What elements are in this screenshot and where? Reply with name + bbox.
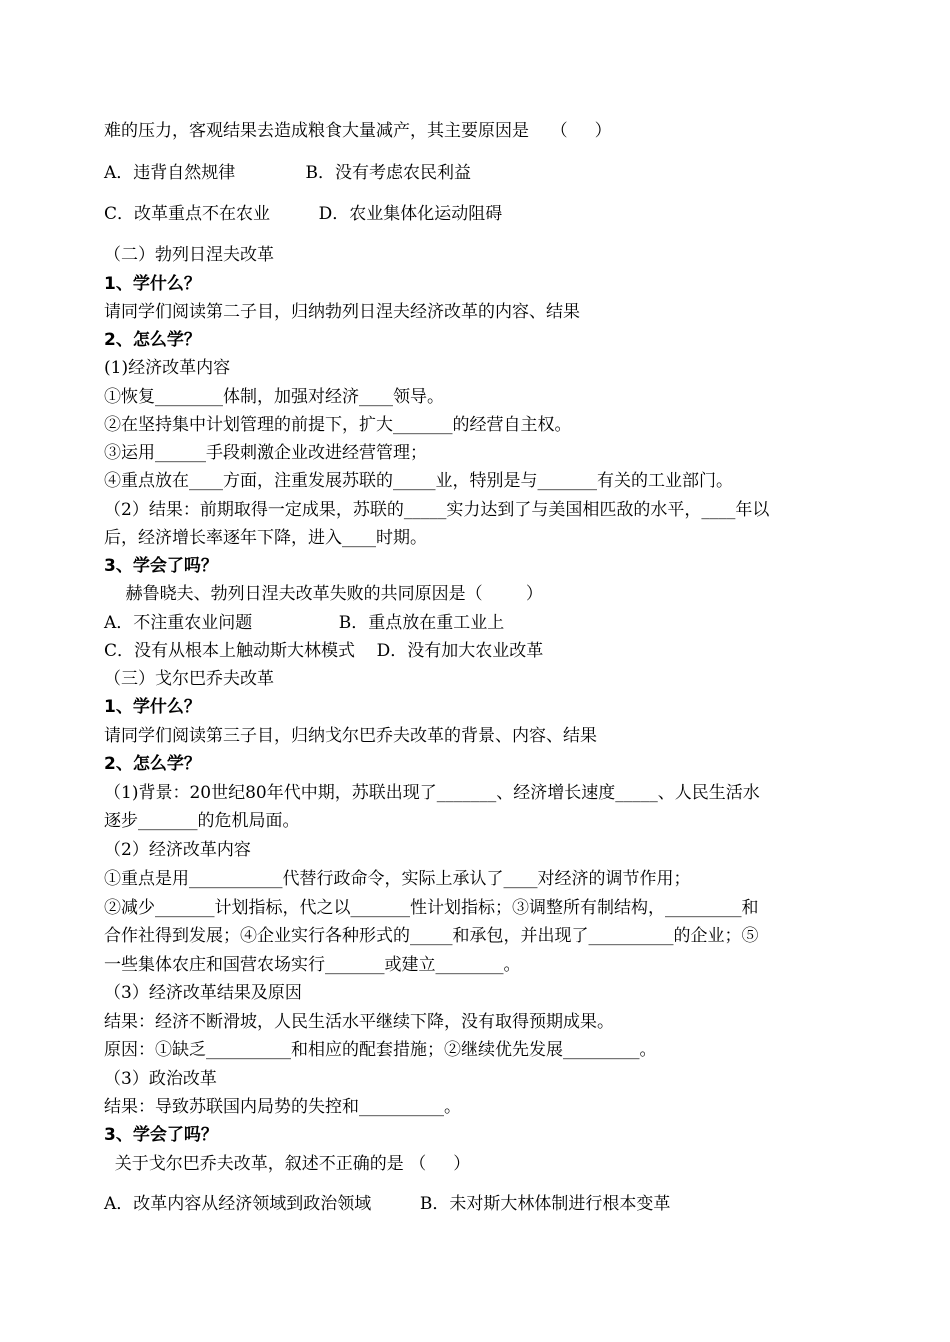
- subsection-heading: 3、学会了吗？: [104, 556, 218, 576]
- subsection-heading: 3、学会了吗？: [104, 1125, 218, 1145]
- text-line: 请同学们阅读第二子目，归纳勃列日涅夫经济改革的内容、结果: [104, 302, 580, 322]
- fill-in-line: 逐步_______的危机局面。: [104, 811, 300, 831]
- subsection-heading: 2、怎么学？: [104, 754, 201, 774]
- option-line: A．违背自然规律 B．没有考虑农民利益: [104, 163, 472, 183]
- text-line: 结果：经济不断滑坡，人民生活水平继续下降，没有取得预期成果。: [104, 1012, 614, 1032]
- subsection-heading: 1、学什么？: [104, 697, 201, 717]
- fill-in-line: 原因：①缺乏__________和相应的配套措施；②继续优先发展_________。: [104, 1040, 657, 1060]
- text-line: 难的压力，客观结果去造成粮食大量减产，其主要原因是 （ ）: [104, 121, 612, 141]
- section-heading: （三）戈尔巴乔夫改革: [104, 669, 274, 689]
- option-line: C．没有从根本上触动斯大林模式 D．没有加大农业改革: [104, 641, 544, 661]
- fill-in-line: 合作社得到发展；④企业实行各种形式的_____和承包，并出现了__________的企业；⑤: [104, 926, 759, 946]
- text-line: (1)经济改革内容: [104, 358, 231, 378]
- fill-in-line: （2）结果：前期取得一定成果，苏联的_____实力达到了与美国相匹敌的水平，____年以: [104, 500, 770, 520]
- text-line: 请同学们阅读第三子目，归纳戈尔巴乔夫改革的背景、内容、结果: [104, 726, 597, 746]
- option-line: C．改革重点不在农业 D．农业集体化运动阻碍: [104, 204, 503, 224]
- subsection-heading: 2、怎么学？: [104, 330, 201, 350]
- option-line: A．不注重农业问题 B．重点放在重工业上: [104, 613, 505, 633]
- fill-in-line: 一些集体农庄和国营农场实行_______或建立________。: [104, 955, 521, 975]
- fill-in-line: ④重点放在____方面，注重发展苏联的_____业，特别是与_______有关的工业部门。: [104, 471, 733, 491]
- fill-in-line: ②在坚持集中计划管理的前提下，扩大_______的经营自主权。: [104, 415, 572, 435]
- fill-in-line: ②减少_______计划指标，代之以_______性计划指标；③调整所有制结构，_________和: [104, 898, 759, 918]
- subsection-heading: 1、学什么？: [104, 274, 201, 294]
- section-heading: （二）勃列日涅夫改革: [104, 245, 274, 265]
- text-line: （2）经济改革内容: [104, 840, 251, 860]
- fill-in-line: ①重点是用___________代替行政命令，实际上承认了____对经济的调节作用；: [104, 869, 691, 889]
- option-line: A．改革内容从经济领域到政治领域 B．未对斯大林体制进行根本变革: [104, 1194, 671, 1214]
- text-line: （3）政治改革: [104, 1069, 217, 1089]
- text-line: （3）经济改革结果及原因: [104, 983, 302, 1003]
- fill-in-line: 后，经济增长率逐年下降，进入____时期。: [104, 528, 427, 548]
- fill-in-line: 结果：导致苏联国内局势的失控和__________。: [104, 1097, 461, 1117]
- fill-in-line: ③运用______手段刺激企业改进经营管理；: [104, 443, 427, 463]
- fill-in-line: ①恢复________体制，加强对经济____领导。: [104, 387, 444, 407]
- question-line: 关于戈尔巴乔夫改革，叙述不正确的是 （ ）: [104, 1154, 471, 1174]
- question-line: 赫鲁晓夫、勃列日涅夫改革失败的共同原因是（ ）: [104, 584, 543, 604]
- fill-in-line: （1)背景：20世纪80年代中期，苏联出现了_______、经济增长速度_____、人民生活水: [104, 783, 760, 803]
